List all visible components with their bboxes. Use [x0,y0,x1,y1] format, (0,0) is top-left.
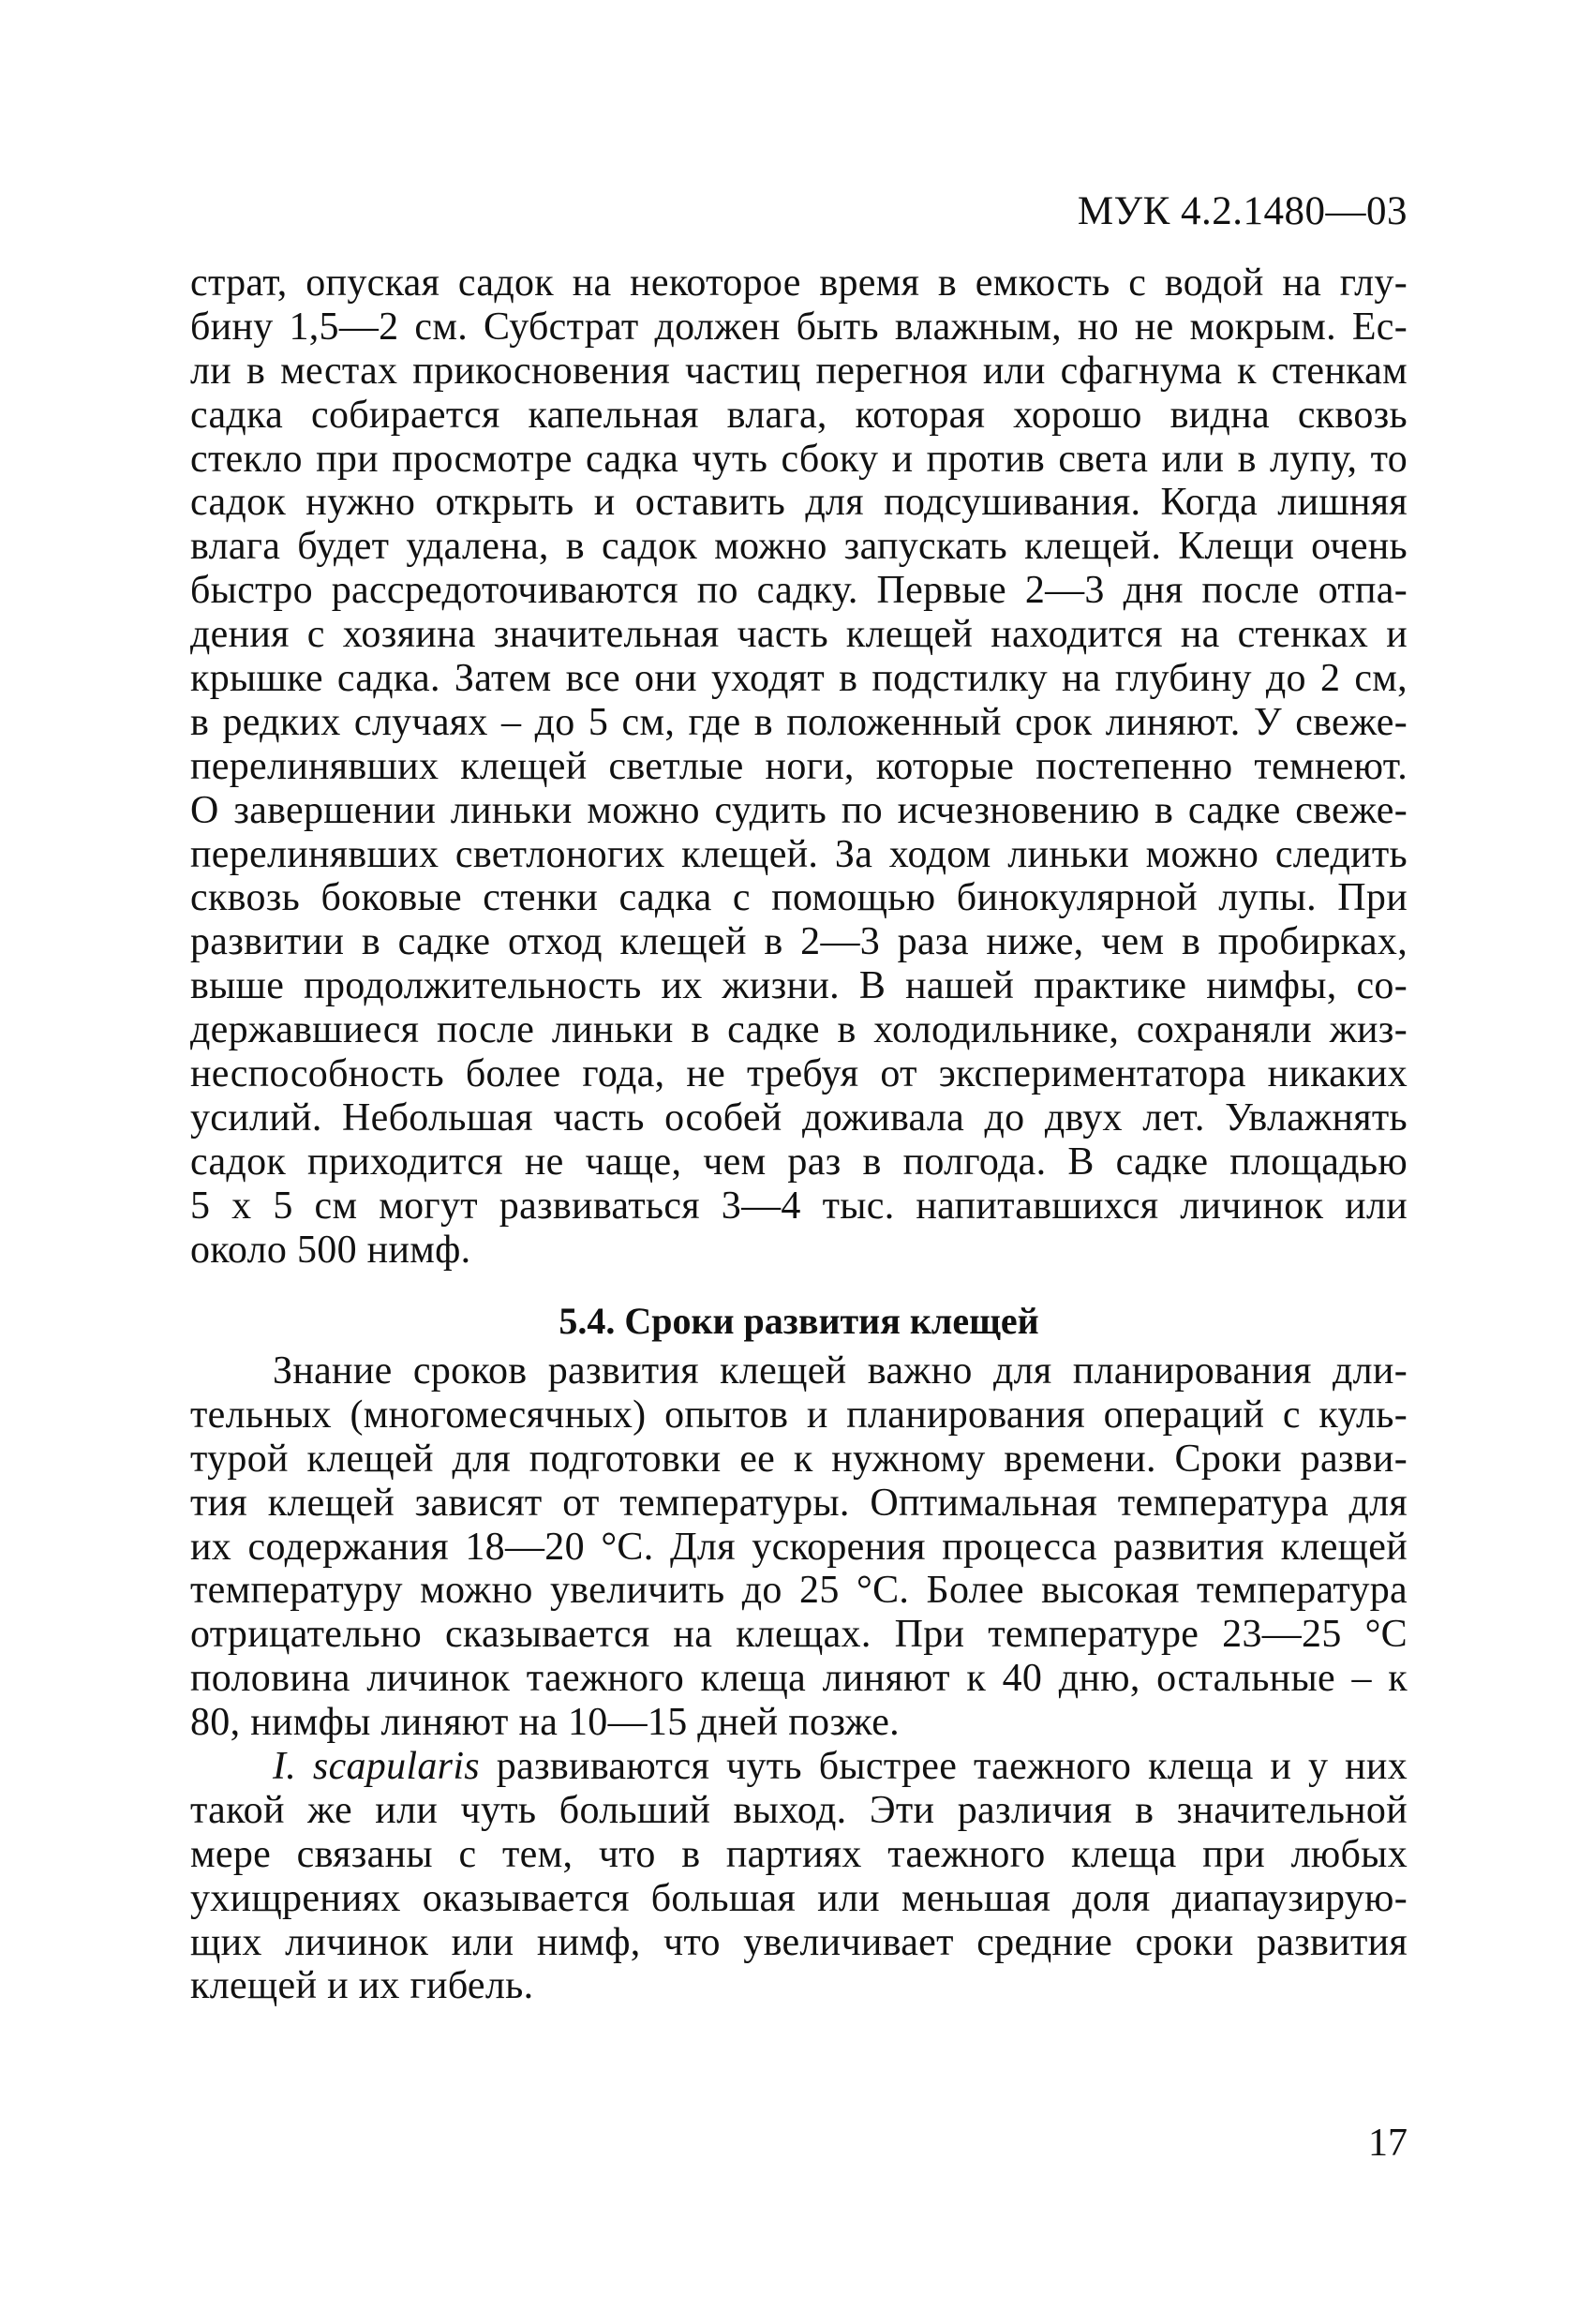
text-line: стекло при просмотре садка чуть сбоку и против света или в лупу, то [190,437,1408,481]
text-line: перелинявших светлоногих клещей. За ходом линьки можно следить [190,832,1408,876]
running-header-doc-code: МУК 4.2.1480—03 [1077,189,1408,233]
text-line: О завершении линьки можно судить по исчезновению в садке свеже- [190,788,1408,832]
page-number: 17 [1368,2122,1408,2165]
text-line: Знание сроков развития клещей важно для планирования дли- [273,1349,1408,1393]
text-line: развитии в садке отход клещей в 2—3 раза ниже, чем в пробирках, [190,920,1408,964]
text-line: садок нужно открыть и оставить для подсушивания. Когда лишняя [190,481,1408,525]
text-line: страт, опуская садок на некоторое время в емкость с водой на глу- [190,261,1408,305]
text-line: отрицательно сказывается на клещах. При температуре 23—25 °С [190,1613,1408,1657]
text-line: турой клещей для подготовки ее к нужному времени. Сроки разви- [190,1437,1408,1481]
text-line: усилий. Небольшая часть особей доживала до двух лет. Увлажнять [190,1095,1408,1140]
text-line: неспособность более года, не требуя от экспериментатора никаких [190,1052,1408,1096]
text-line: 5 х 5 см могут развиваться 3—4 тыс. напитавшихся личинок или [190,1184,1408,1228]
text-line: их содержания 18—20 °С. Для ускорения процесса развития клещей [190,1525,1408,1569]
text-line: клещей и их гибель. [190,1964,534,2008]
section-heading: 5.4. Сроки развития клещей [559,1300,1039,1342]
text-line: около 500 нимф. [190,1228,471,1272]
text-line: крышке садка. Затем все они уходят в подстилку на глубину до 2 см, [190,657,1408,701]
text-line: бину 1,5—2 см. Субстрат должен быть влажным, но не мокрым. Ес- [190,305,1408,349]
text-line: такой же или чуть больший выход. Эти различия в значительной [190,1788,1408,1832]
text-line: в редких случаях – до 5 см, где в положенный срок линяют. У свеже- [190,700,1408,744]
text-line: сквозь боковые стенки садка с помощью бинокулярной лупы. При [190,876,1408,920]
text-line: перелинявших клещей светлые ноги, которые постепенно темнеют. [190,744,1408,788]
text-line: садка собирается капельная влага, которая хорошо видна сквозь [190,393,1408,437]
text-line: температуру можно увеличить до 25 °С. Более высокая температура [190,1569,1408,1613]
section-5-4 [190,1293,1408,2008]
text-line: садок приходится не чаще, чем раз в полгода. В садке площадью [190,1140,1408,1184]
text-line: выше продолжительность их жизни. В нашей практике нимфы, со- [190,964,1408,1008]
text-line: быстро рассредоточиваются по садку. Первые 2—3 дня после отпа- [190,569,1408,613]
species-name: I. scapularis [273,1745,480,1789]
text-line: влага будет удалена, в садок можно запускать клещей. Клещи очень [190,525,1408,569]
text-line: половина личинок таежного клеща линяют к 40 дню, остальные – к [190,1657,1408,1701]
text-line: тия клещей зависят от температуры. Оптимальная температура для [190,1481,1408,1525]
text-line: державшиеся после линьки в садке в холодильнике, сохраняли жиз- [190,1008,1408,1052]
text-span: развиваются чуть быстрее таежного клеща и у них [479,1745,1408,1789]
text-line: 80, нимфы линяют на 10—15 дней позже. [190,1701,900,1745]
text-line: дения с хозяина значительная часть клещей находится на стенках и [190,613,1408,657]
text-line: ли в местах прикосновения частиц перегноя или сфагнума к стенкам [190,349,1408,393]
text-line: щих личинок или нимф, что увеличивает средние сроки развития [190,1920,1408,1964]
text-line: мере связаны с тем, что в партиях таежного клеща при любых [190,1832,1408,1876]
text-line [190,1745,1408,1789]
text-line: тельных (многомесячных) опытов и планирования операций с куль- [190,1393,1408,1437]
text-line: ухищрениях оказывается большая или меньшая доля диапаузирую- [190,1876,1408,1920]
section-5-3-continuation [190,261,1408,1272]
